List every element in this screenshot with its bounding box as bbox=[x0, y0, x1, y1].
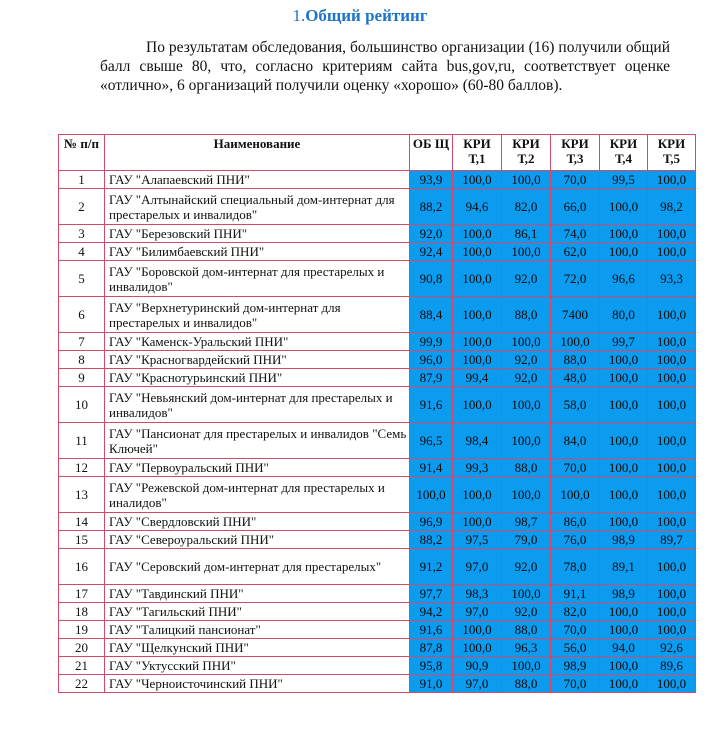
score-cell: 90,9 bbox=[453, 657, 502, 675]
score-cell: 98,9 bbox=[600, 531, 648, 549]
score-cell: 100,0 bbox=[648, 423, 696, 459]
row-number: 15 bbox=[59, 531, 105, 549]
table-row bbox=[59, 189, 696, 225]
score-cell: 100,0 bbox=[648, 459, 696, 477]
score-cell: 70,0 bbox=[551, 171, 600, 189]
score-cell: 7400 bbox=[551, 297, 600, 333]
score-cell: 100,0 bbox=[551, 477, 600, 513]
score-cell: 100,0 bbox=[502, 243, 551, 261]
row-number: 17 bbox=[59, 585, 105, 603]
table-row bbox=[59, 549, 696, 585]
table-row bbox=[59, 423, 696, 459]
score-cell: 80,0 bbox=[600, 297, 648, 333]
score-cell: 100,0 bbox=[600, 189, 648, 225]
table-row bbox=[59, 333, 696, 351]
score-cell: 88,4 bbox=[410, 297, 453, 333]
row-number: 8 bbox=[59, 351, 105, 369]
score-cell: 92,0 bbox=[502, 549, 551, 585]
score-cell: 62,0 bbox=[551, 243, 600, 261]
organization-name: ГАУ "Березовский ПНИ" bbox=[105, 225, 410, 243]
row-number: 19 bbox=[59, 621, 105, 639]
score-cell: 100,0 bbox=[600, 423, 648, 459]
score-cell: 79,0 bbox=[502, 531, 551, 549]
table-row bbox=[59, 369, 696, 387]
score-cell: 91,0 bbox=[410, 675, 453, 693]
organization-name: ГАУ "Алапаевский ПНИ" bbox=[105, 171, 410, 189]
organization-name: ГАУ "Черноисточинский ПНИ" bbox=[105, 675, 410, 693]
table-row bbox=[59, 351, 696, 369]
table-row bbox=[59, 621, 696, 639]
score-cell: 86,0 bbox=[551, 513, 600, 531]
organization-name: ГАУ "Тагильский ПНИ" bbox=[105, 603, 410, 621]
score-cell: 70,0 bbox=[551, 459, 600, 477]
score-cell: 56,0 bbox=[551, 639, 600, 657]
row-number: 3 bbox=[59, 225, 105, 243]
score-cell: 97,0 bbox=[453, 675, 502, 693]
score-cell: 100,0 bbox=[502, 585, 551, 603]
score-cell: 100,0 bbox=[551, 333, 600, 351]
score-cell: 70,0 bbox=[551, 621, 600, 639]
score-cell: 100,0 bbox=[600, 621, 648, 639]
score-cell: 99,9 bbox=[410, 333, 453, 351]
score-cell: 96,5 bbox=[410, 423, 453, 459]
score-cell: 90,8 bbox=[410, 261, 453, 297]
score-cell: 100,0 bbox=[648, 351, 696, 369]
score-cell: 88,0 bbox=[502, 621, 551, 639]
score-cell: 48,0 bbox=[551, 369, 600, 387]
score-cell: 100,0 bbox=[648, 513, 696, 531]
organization-name: ГАУ "Первоуральский ПНИ" bbox=[105, 459, 410, 477]
score-cell: 100,0 bbox=[453, 333, 502, 351]
score-cell: 87,9 bbox=[410, 369, 453, 387]
row-number: 13 bbox=[59, 477, 105, 513]
organization-name: ГАУ "Боровской дом-интернат для престарелых и инвалидов" bbox=[105, 261, 410, 297]
score-cell: 88,0 bbox=[551, 351, 600, 369]
column-header: № п/п bbox=[59, 135, 105, 171]
organization-name: ГАУ "Каменск-Уральский ПНИ" bbox=[105, 333, 410, 351]
score-cell: 82,0 bbox=[502, 189, 551, 225]
column-header: КРИ Т,3 bbox=[551, 135, 600, 171]
table-row bbox=[59, 675, 696, 693]
row-number: 4 bbox=[59, 243, 105, 261]
table-header-row bbox=[59, 135, 696, 171]
score-cell: 97,0 bbox=[453, 549, 502, 585]
row-number: 14 bbox=[59, 513, 105, 531]
organization-name: ГАУ "Краснотурьинский ПНИ" bbox=[105, 369, 410, 387]
score-cell: 89,6 bbox=[648, 657, 696, 675]
score-cell: 96,9 bbox=[410, 513, 453, 531]
score-cell: 94,0 bbox=[600, 639, 648, 657]
score-cell: 98,2 bbox=[648, 189, 696, 225]
score-cell: 98,9 bbox=[600, 585, 648, 603]
score-cell: 88,2 bbox=[410, 189, 453, 225]
score-cell: 74,0 bbox=[551, 225, 600, 243]
table-row bbox=[59, 297, 696, 333]
score-cell: 58,0 bbox=[551, 387, 600, 423]
table-row bbox=[59, 585, 696, 603]
score-cell: 88,2 bbox=[410, 531, 453, 549]
score-cell: 99,5 bbox=[600, 171, 648, 189]
score-cell: 96,6 bbox=[600, 261, 648, 297]
table-row bbox=[59, 639, 696, 657]
row-number: 12 bbox=[59, 459, 105, 477]
score-cell: 99,7 bbox=[600, 333, 648, 351]
score-cell: 97,5 bbox=[453, 531, 502, 549]
row-number: 22 bbox=[59, 675, 105, 693]
score-cell: 100,0 bbox=[648, 675, 696, 693]
table-row bbox=[59, 225, 696, 243]
score-cell: 100,0 bbox=[453, 225, 502, 243]
table-row bbox=[59, 171, 696, 189]
score-cell: 97,0 bbox=[453, 603, 502, 621]
score-cell: 100,0 bbox=[648, 585, 696, 603]
organization-name: ГАУ "Верхнетуринский дом-интернат для престарелых и инвалидов" bbox=[105, 297, 410, 333]
row-number: 16 bbox=[59, 549, 105, 585]
score-cell: 100,0 bbox=[502, 477, 551, 513]
row-number: 7 bbox=[59, 333, 105, 351]
score-cell: 98,3 bbox=[453, 585, 502, 603]
organization-name: ГАУ "Режевской дом-интернат для престарелых и иналидов" bbox=[105, 477, 410, 513]
score-cell: 100,0 bbox=[502, 333, 551, 351]
table-body bbox=[59, 171, 696, 693]
score-cell: 89,7 bbox=[648, 531, 696, 549]
score-cell: 95,8 bbox=[410, 657, 453, 675]
table-row bbox=[59, 459, 696, 477]
section-number: 1. bbox=[292, 6, 306, 25]
score-cell: 91,2 bbox=[410, 549, 453, 585]
section-title: Общий рейтинг bbox=[305, 6, 428, 25]
column-header: КРИ Т,1 bbox=[453, 135, 502, 171]
row-number: 2 bbox=[59, 189, 105, 225]
score-cell: 96,3 bbox=[502, 639, 551, 657]
score-cell: 100,0 bbox=[502, 387, 551, 423]
score-cell: 91,6 bbox=[410, 387, 453, 423]
score-cell: 100,0 bbox=[502, 423, 551, 459]
score-cell: 100,0 bbox=[502, 171, 551, 189]
score-cell: 87,8 bbox=[410, 639, 453, 657]
score-cell: 92,0 bbox=[502, 351, 551, 369]
organization-name: ГАУ "Талицкий пансионат" bbox=[105, 621, 410, 639]
score-cell: 100,0 bbox=[453, 387, 502, 423]
row-number: 10 bbox=[59, 387, 105, 423]
row-number: 11 bbox=[59, 423, 105, 459]
score-cell: 100,0 bbox=[600, 477, 648, 513]
score-cell: 100,0 bbox=[453, 351, 502, 369]
section-heading bbox=[0, 6, 720, 26]
column-header: ОБ Щ bbox=[410, 135, 453, 171]
score-cell: 100,0 bbox=[648, 333, 696, 351]
score-cell: 100,0 bbox=[453, 243, 502, 261]
score-cell: 100,0 bbox=[648, 297, 696, 333]
table-row bbox=[59, 657, 696, 675]
score-cell: 88,0 bbox=[502, 297, 551, 333]
score-cell: 100,0 bbox=[648, 603, 696, 621]
score-cell: 91,6 bbox=[410, 621, 453, 639]
organization-name: ГАУ "Серовский дом-интернат для престарелых" bbox=[105, 549, 410, 585]
table-row bbox=[59, 261, 696, 297]
score-cell: 100,0 bbox=[453, 261, 502, 297]
score-cell: 86,1 bbox=[502, 225, 551, 243]
score-cell: 70,0 bbox=[551, 675, 600, 693]
score-cell: 100,0 bbox=[410, 477, 453, 513]
score-cell: 93,3 bbox=[648, 261, 696, 297]
score-cell: 100,0 bbox=[453, 297, 502, 333]
score-cell: 100,0 bbox=[648, 171, 696, 189]
score-cell: 100,0 bbox=[648, 387, 696, 423]
table-row bbox=[59, 531, 696, 549]
score-cell: 100,0 bbox=[600, 243, 648, 261]
score-cell: 100,0 bbox=[453, 171, 502, 189]
score-cell: 92,0 bbox=[502, 369, 551, 387]
score-cell: 100,0 bbox=[600, 675, 648, 693]
score-cell: 76,0 bbox=[551, 531, 600, 549]
score-cell: 88,0 bbox=[502, 675, 551, 693]
score-cell: 92,0 bbox=[410, 225, 453, 243]
score-cell: 100,0 bbox=[600, 513, 648, 531]
score-cell: 100,0 bbox=[648, 243, 696, 261]
intro-paragraph: По результатам обследования, большинство организации (16) получили общий балл свыше 80, что, согласно критериям сайта bus,gov,ru, соответствует оценке «отлично», 6 организаций получили оценку «хорошо» (60-80 баллов). bbox=[100, 39, 670, 94]
row-number: 20 bbox=[59, 639, 105, 657]
score-cell: 100,0 bbox=[600, 603, 648, 621]
score-cell: 100,0 bbox=[453, 513, 502, 531]
score-cell: 100,0 bbox=[648, 477, 696, 513]
organization-name: ГАУ "Щелкунский ПНИ" bbox=[105, 639, 410, 657]
row-number: 9 bbox=[59, 369, 105, 387]
organization-name: ГАУ "Свердловский ПНИ" bbox=[105, 513, 410, 531]
score-cell: 84,0 bbox=[551, 423, 600, 459]
score-cell: 92,0 bbox=[502, 261, 551, 297]
organization-name: ГАУ "Невьянский дом-интернат для престарелых и инвалидов" bbox=[105, 387, 410, 423]
score-cell: 98,4 bbox=[453, 423, 502, 459]
score-cell: 100,0 bbox=[600, 387, 648, 423]
table-row bbox=[59, 243, 696, 261]
row-number: 6 bbox=[59, 297, 105, 333]
organization-name: ГАУ "Пансионат для престарелых и инвалидов "Семь Ключей" bbox=[105, 423, 410, 459]
score-cell: 100,0 bbox=[648, 549, 696, 585]
score-cell: 100,0 bbox=[453, 621, 502, 639]
score-cell: 100,0 bbox=[453, 639, 502, 657]
table-row bbox=[59, 477, 696, 513]
score-cell: 92,4 bbox=[410, 243, 453, 261]
table-row bbox=[59, 513, 696, 531]
column-header: КРИ Т,4 bbox=[600, 135, 648, 171]
score-cell: 98,9 bbox=[551, 657, 600, 675]
score-cell: 94,2 bbox=[410, 603, 453, 621]
score-cell: 89,1 bbox=[600, 549, 648, 585]
score-cell: 99,3 bbox=[453, 459, 502, 477]
score-cell: 100,0 bbox=[648, 225, 696, 243]
column-header: КРИ Т,5 bbox=[648, 135, 696, 171]
score-cell: 72,0 bbox=[551, 261, 600, 297]
score-cell: 97,7 bbox=[410, 585, 453, 603]
row-number: 18 bbox=[59, 603, 105, 621]
table-row bbox=[59, 603, 696, 621]
score-cell: 66,0 bbox=[551, 189, 600, 225]
score-cell: 92,0 bbox=[502, 603, 551, 621]
score-cell: 88,0 bbox=[502, 459, 551, 477]
score-cell: 100,0 bbox=[600, 369, 648, 387]
organization-name: ГАУ "Билимбаевский ПНИ" bbox=[105, 243, 410, 261]
organization-name: ГАУ "Тавдинский ПНИ" bbox=[105, 585, 410, 603]
organization-name: ГАУ "Алтынайский специальный дом-интернат для престарелых и инвалидов" bbox=[105, 189, 410, 225]
score-cell: 100,0 bbox=[453, 477, 502, 513]
organization-name: ГАУ "Североуральский ПНИ" bbox=[105, 531, 410, 549]
score-cell: 94,6 bbox=[453, 189, 502, 225]
score-cell: 91,1 bbox=[551, 585, 600, 603]
score-cell: 92,6 bbox=[648, 639, 696, 657]
rating-table bbox=[58, 134, 696, 693]
organization-name: ГАУ "Красногвардейский ПНИ" bbox=[105, 351, 410, 369]
score-cell: 100,0 bbox=[502, 657, 551, 675]
column-header: Наименование bbox=[105, 135, 410, 171]
row-number: 21 bbox=[59, 657, 105, 675]
score-cell: 93,9 bbox=[410, 171, 453, 189]
score-cell: 99,4 bbox=[453, 369, 502, 387]
score-cell: 100,0 bbox=[600, 657, 648, 675]
score-cell: 98,7 bbox=[502, 513, 551, 531]
score-cell: 78,0 bbox=[551, 549, 600, 585]
score-cell: 96,0 bbox=[410, 351, 453, 369]
score-cell: 91,4 bbox=[410, 459, 453, 477]
table-row bbox=[59, 387, 696, 423]
row-number: 5 bbox=[59, 261, 105, 297]
row-number: 1 bbox=[59, 171, 105, 189]
score-cell: 100,0 bbox=[600, 351, 648, 369]
score-cell: 82,0 bbox=[551, 603, 600, 621]
organization-name: ГАУ "Уктусский ПНИ" bbox=[105, 657, 410, 675]
score-cell: 100,0 bbox=[600, 225, 648, 243]
column-header: КРИ Т,2 bbox=[502, 135, 551, 171]
score-cell: 100,0 bbox=[600, 459, 648, 477]
score-cell: 100,0 bbox=[648, 369, 696, 387]
score-cell: 100,0 bbox=[648, 621, 696, 639]
